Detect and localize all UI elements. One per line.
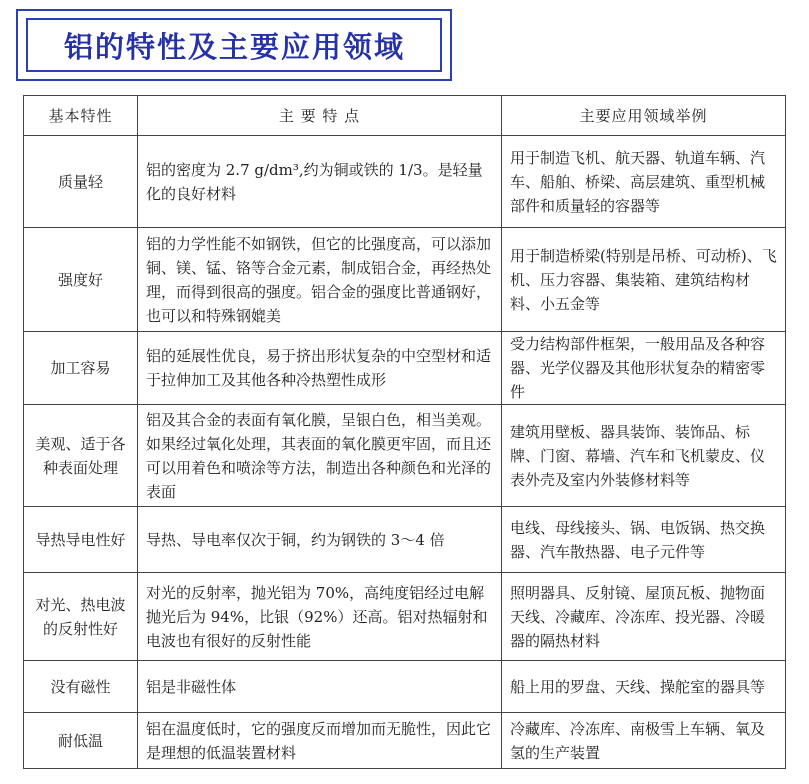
table-row: [24, 661, 786, 713]
table-row: [24, 332, 786, 405]
feature-cell: 耐低温: [24, 713, 138, 769]
applications-cell: 用于制造桥梁(特别是吊桥、可动桥)、飞机、压力容器、集装箱、建筑结构材料、小五金等: [502, 228, 786, 332]
applications-cell: 受力结构部件框架，一般用品及各种容器、光学仪器及其他形状复杂的精密零件: [502, 332, 786, 405]
title-frame: [16, 9, 452, 81]
applications-cell: 船上用的罗盘、天线、操舵室的器具等: [502, 661, 786, 713]
table-row: [24, 136, 786, 228]
applications-cell: 用于制造飞机、航天器、轨道车辆、汽车、船舶、桥梁、高层建筑、重型机械部件和质量轻的容器等: [502, 136, 786, 228]
table-row: [24, 228, 786, 332]
description-cell: 铝的力学性能不如钢铁，但它的比强度高，可以添加铜、镁、锰、铬等合金元素，制成铝合金，再经热处理，而得到很高的强度。铝合金的强度比普通钢好，也可以和特殊钢媲美: [138, 228, 502, 332]
table-row: [24, 507, 786, 573]
description-cell: 铝的密度为 2.7 g/dm³,约为铜或铁的 1/3。是轻量化的良好材料: [138, 136, 502, 228]
applications-cell: 冷藏库、冷冻库、南极雪上车辆、氧及氢的生产装置: [502, 713, 786, 769]
applications-cell: 照明器具、反射镜、屋顶瓦板、抛物面天线、冷藏库、冷冻库、投光器、冷暖器的隔热材料: [502, 573, 786, 661]
description-cell: 铝及其合金的表面有氧化膜，呈银白色，相当美观。如果经过氧化处理，其表面的氧化膜更牢固，而且还可以用着色和喷涂等方法，制造出各种颜色和光泽的表面: [138, 405, 502, 507]
feature-cell: 对光、热电波的反射性好: [24, 573, 138, 661]
feature-cell: 没有磁性: [24, 661, 138, 713]
table-row: [24, 405, 786, 507]
applications-cell: 电线、母线接头、锅、电饭锅、热交换器、汽车散热器、电子元件等: [502, 507, 786, 573]
description-cell: 铝是非磁性体: [138, 661, 502, 713]
description-cell: 导热、导电率仅次于铜，约为钢铁的 3～4 倍: [138, 507, 502, 573]
header-basic-property: 基本特性: [24, 96, 138, 136]
description-cell: 对光的反射率，抛光铝为 70%，高纯度铝经过电解抛光后为 94%，比银（92%）还高。铝对热辐射和电波也有很好的反射性能: [138, 573, 502, 661]
table-row: [24, 573, 786, 661]
description-cell: 铝的延展性优良，易于挤出形状复杂的中空型材和适于拉伸加工及其他各种冷热塑性成形: [138, 332, 502, 405]
feature-cell: 美观、适于各种表面处理: [24, 405, 138, 507]
page-title: 铝的特性及主要应用领域: [26, 18, 442, 72]
table-row: [24, 713, 786, 769]
feature-cell: 导热导电性好: [24, 507, 138, 573]
feature-cell: 质量轻: [24, 136, 138, 228]
description-cell: 铝在温度低时，它的强度反而增加而无脆性，因此它是理想的低温装置材料: [138, 713, 502, 769]
applications-cell: 建筑用壁板、器具装饰、装饰品、标牌、门窗、幕墙、汽车和飞机蒙皮、仪表外壳及室内外装修材料等: [502, 405, 786, 507]
table-header-row: [24, 96, 786, 136]
header-application-examples: 主要应用领域举例: [502, 96, 786, 136]
header-main-features: 主 要 特 点: [138, 96, 502, 136]
feature-cell: 强度好: [24, 228, 138, 332]
feature-cell: 加工容易: [24, 332, 138, 405]
properties-table: [23, 95, 786, 769]
